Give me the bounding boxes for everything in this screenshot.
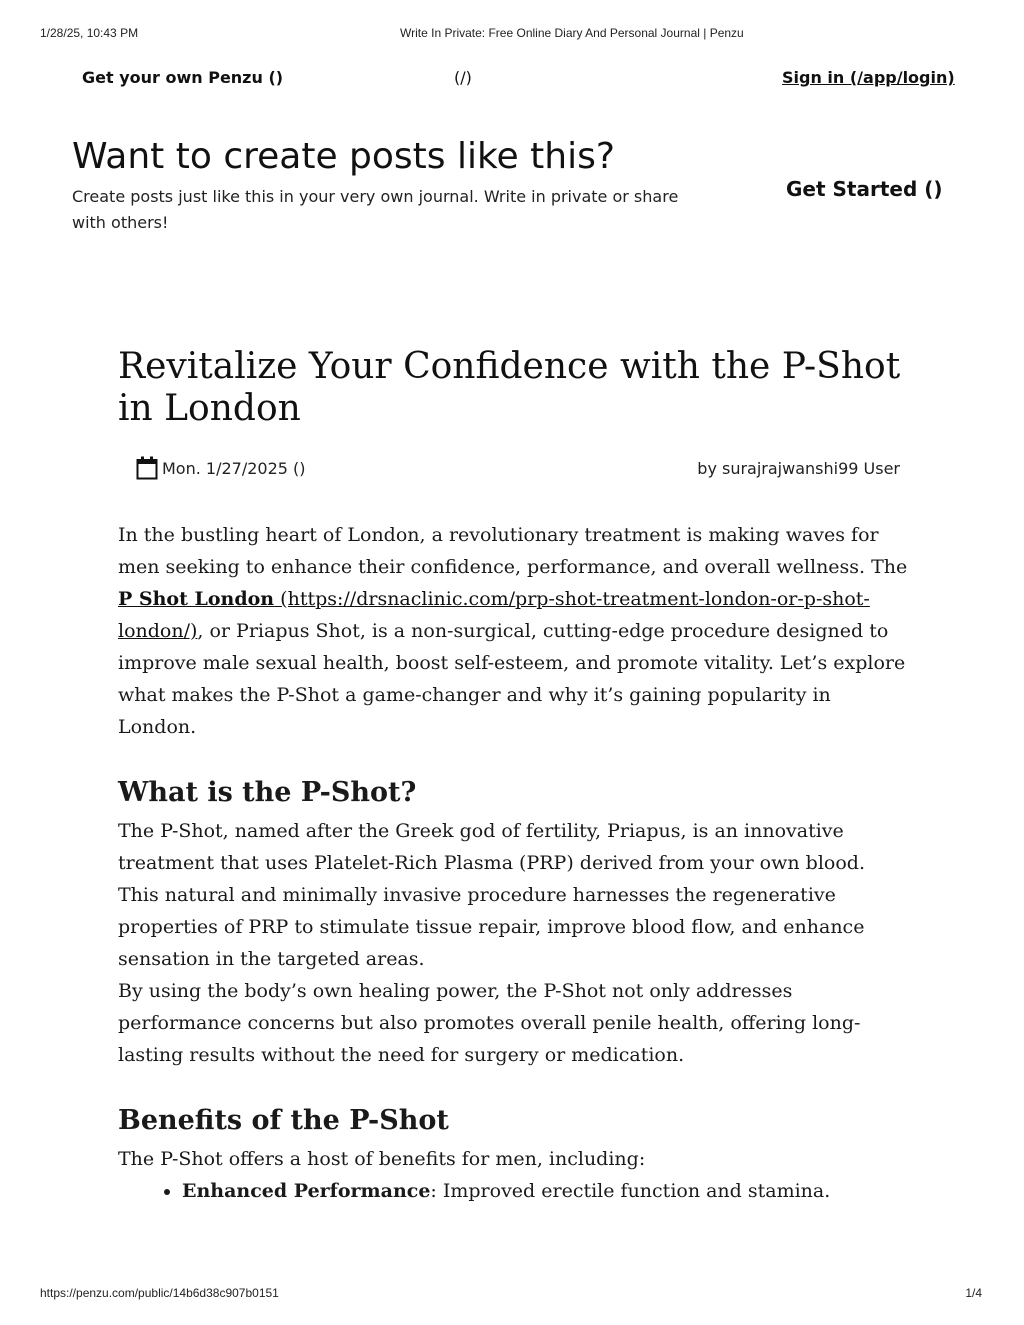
home-link[interactable]: (/)	[454, 68, 472, 87]
print-page-title: Write In Private: Free Online Diary And Personal Journal | Penzu	[400, 26, 744, 40]
get-penzu-link[interactable]: Get your own Penzu ()	[82, 68, 284, 87]
sign-in-link[interactable]	[782, 68, 955, 87]
heading-benefits: Benefits of the P-Shot	[118, 1105, 449, 1136]
list-item	[182, 1175, 908, 1207]
cta-title: Want to create posts like this?	[72, 136, 615, 177]
post-title: Revitalize Your Confidence with the P-Shot in London	[118, 346, 901, 429]
heading-what-is: What is the P-Shot?	[118, 777, 417, 808]
calendar-icon	[136, 456, 158, 480]
post-date: Mon. 1/27/2025 ()	[162, 459, 306, 478]
cta-subtitle: Create posts just like this in your very own journal. Write in private or share with others!	[72, 187, 679, 232]
print-footer-url: https://penzu.com/public/14b6d38c907b0151	[40, 1286, 279, 1300]
intro-before: In the bustling heart of London, a revolutionary treatment is making waves for men seeking to enhance their confidence, performance, and overall wellness. The	[118, 524, 908, 578]
benefit-label: Enhanced Performance	[182, 1180, 431, 1202]
benefits-list	[118, 1175, 908, 1207]
print-datetime: 1/28/25, 10:43 PM	[40, 26, 139, 40]
post-author: by surajrajwanshi99 User	[697, 459, 900, 478]
post-body	[118, 519, 908, 1207]
intro-after: , or Priapus Shot, is a non-surgical, cutting-edge procedure designed to improve male sexual health, boost self-esteem, and promote vitality. Let’s explore what makes the P-Shot a game-changer and why it’s gaining popularity in London.	[118, 620, 906, 738]
what-paragraph-1: The P-Shot, named after the Greek god of fertility, Priapus, is an innovative treatment that uses Platelet-Rich Plasma (PRP) derived from your own blood. This natural and minimally invasive procedure harnesses the regenerative properties of PRP to stimulate tissue repair, improve blood flow, and enhance sensation in the targeted areas.	[118, 820, 865, 970]
intro-paragraph	[118, 519, 908, 743]
sign-in-link-text[interactable]: Sign in (/app/login)	[782, 68, 955, 87]
print-footer-page: 1/4	[965, 1286, 982, 1300]
get-started-button[interactable]: Get Started ()	[786, 177, 943, 201]
p-shot-london-link-text[interactable]: P Shot London	[118, 588, 275, 610]
benefit-text: : Improved erectile function and stamina.	[430, 1180, 831, 1202]
benefits-intro: The P-Shot offers a host of benefits for men, including:	[118, 1148, 646, 1170]
what-paragraph-2: By using the body’s own healing power, the P-Shot not only addresses performance concerns but also promotes overall penile health, offering long-lasting results without the need for surgery or medication.	[118, 980, 861, 1066]
p-shot-london-link-url[interactable]: (https://drsnaclinic.com/prp-shot-treatment-london-or-p-shot-london/)	[118, 588, 870, 642]
